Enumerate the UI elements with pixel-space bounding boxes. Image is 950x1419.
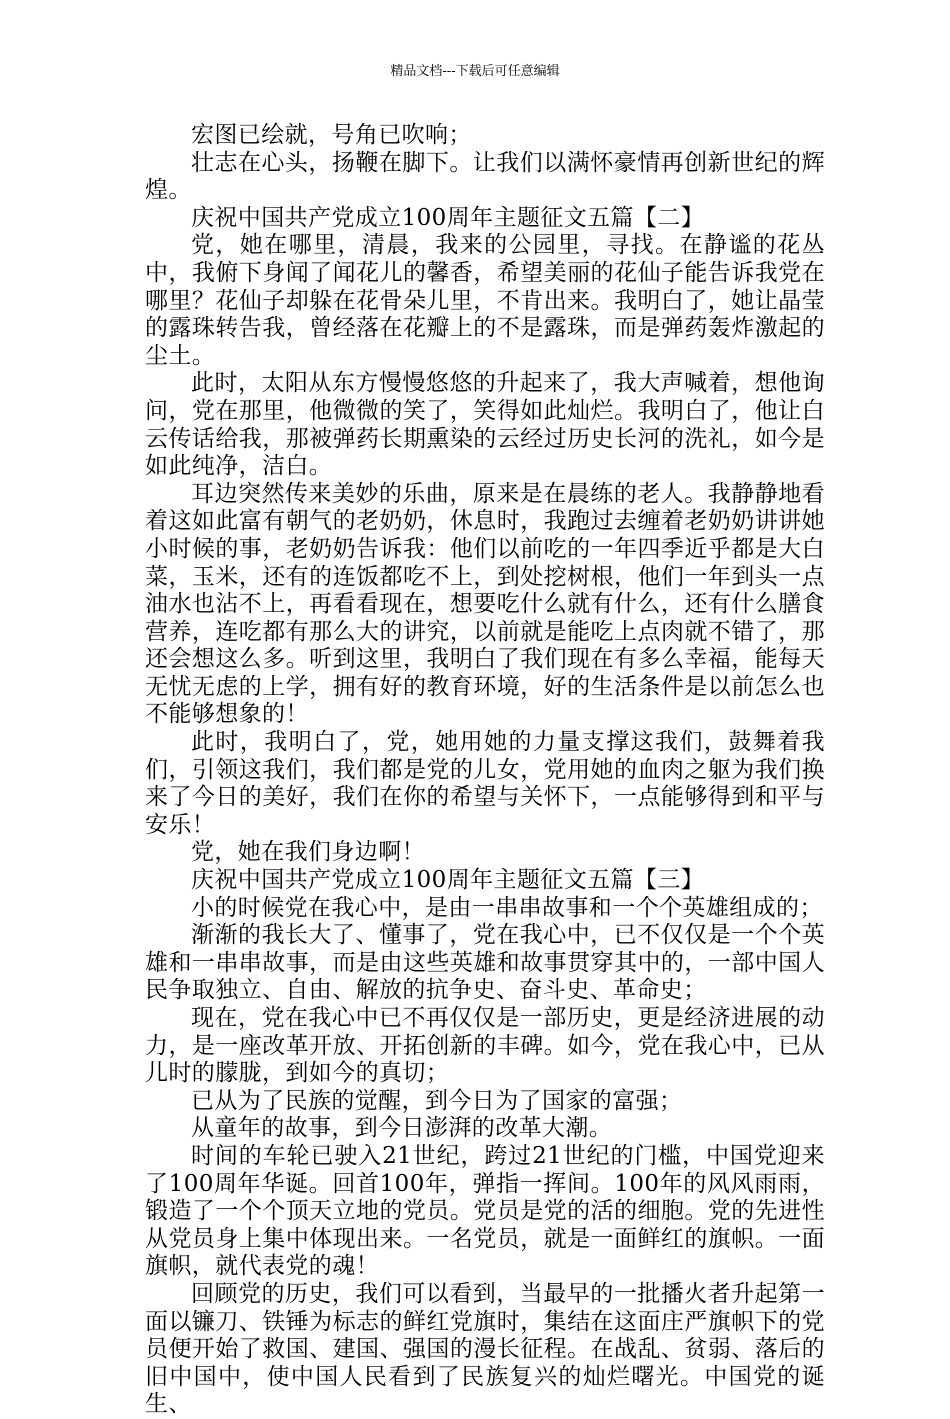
paragraph-12: 从童年的故事，到今日澎湃的改革大潮。	[191, 1115, 613, 1142]
document-body	[145, 122, 825, 1419]
paragraph-9: 渐渐的我长大了、懂事了，党在我心中，已不仅仅是一个个英雄和一串串故事，而是由这些英雄和故事贯穿其中的，一部中国人民争取独立、自由、解放的抗争史、奋斗史、革命史；	[145, 922, 825, 1004]
section-heading-3: 庆祝中国共产党成立100周年主题征文五篇【三】	[191, 867, 705, 894]
paragraph-14: 回顾党的历史，我们可以看到，当最早的一批播火者升起第一面以镰刀、铁锤为标志的鲜红党旗时，集结在这面庄严旗帜下的党员便开始了救国、建国、强国的漫长征程。在战乱、贫弱、落后的旧中国中，使中国人民看到了民族复兴的灿烂曙光。中国党的诞生、	[145, 1280, 825, 1418]
paragraph-2: 壮志在心头，扬鞭在脚下。让我们以满怀豪情再创新世纪的辉煌。	[145, 149, 825, 204]
paragraph-1: 宏图已绘就，号角已吹响；	[191, 122, 472, 148]
section-heading-2: 庆祝中国共产党成立100周年主题征文五篇【二】	[191, 204, 705, 231]
paragraph-7: 党，她在我们身边啊！	[191, 839, 425, 866]
paragraph-8: 小的时候党在我心中，是由一串串故事和一个个英雄组成的；	[191, 894, 823, 921]
paragraph-5: 耳边突然传来美妙的乐曲，原来是在晨练的老人。我静静地看着这如此富有朝气的老奶奶，休息时，我跑过去缠着老奶奶讲讲她小时候的事，老奶奶告诉我：他们以前吃的一年四季近乎都是大白菜，玉米，还有的连饭都吃不上，到处挖树根，他们一年到头一点油水也沾不上，再看看现在，想要吃什么就有什么，还有什么膳食营养，连吃都有那么大的讲究，以前就是能吃上点肉就不错了，那还会想这么多。听到这里，我明白了我们现在有多么幸福，能每天无忧无虑的上学，拥有好的教育环境，好的生活条件是以前怎么也不能够想象的！	[145, 480, 825, 728]
page-header-note: 精品文档---下载后可任意编辑	[390, 64, 560, 79]
paragraph-13: 时间的车轮已驶入21世纪，跨过21世纪的门槛，中国党迎来了100周年华诞。回首100年，弹指一挥间。100年的风风雨雨，锻造了一个个顶天立地的党员。党员是党的活的细胞。党的先进性从党员身上集中体现出来。一名党员，就是一面鲜红的旗帜。一面旗帜，就代表党的魂！	[145, 1142, 825, 1280]
paragraph-3: 党，她在哪里，清晨，我来的公园里，寻找。在静谧的花丛中，我俯下身闻了闻花儿的馨香，希望美丽的花仙子能告诉我党在哪里？花仙子却躲在花骨朵儿里，不肯出来。我明白了，她让晶莹的露珠转告我，曾经落在花瓣上的不是露珠，而是弹药轰炸激起的尘土。	[145, 232, 825, 369]
paragraph-10: 现在，党在我心中已不再仅仅是一部历史，更是经济进展的动力，是一座改革开放、开拓创新的丰碑。如今，党在我心中，已从儿时的朦胧，到如今的真切；	[145, 1005, 825, 1087]
paragraph-6: 此时，我明白了，党，她用她的力量支撑这我们，鼓舞着我们，引领这我们，我们都是党的儿女，党用她的血肉之躯为我们换来了今日的美好，我们在你的希望与关怀下，一点能够得到和平与安乐！	[145, 729, 825, 838]
paragraph-11: 已从为了民族的觉醒，到今日为了国家的富强；	[191, 1087, 683, 1114]
paragraph-4: 此时，太阳从东方慢慢悠悠的升起来了，我大声喊着，想他询问，党在那里，他微微的笑了，笑得如此灿烂。我明白了，他让白云传话给我，那被弹药长期熏染的云经过历史长河的洗礼，如今是如此纯净，洁白。	[145, 370, 825, 480]
